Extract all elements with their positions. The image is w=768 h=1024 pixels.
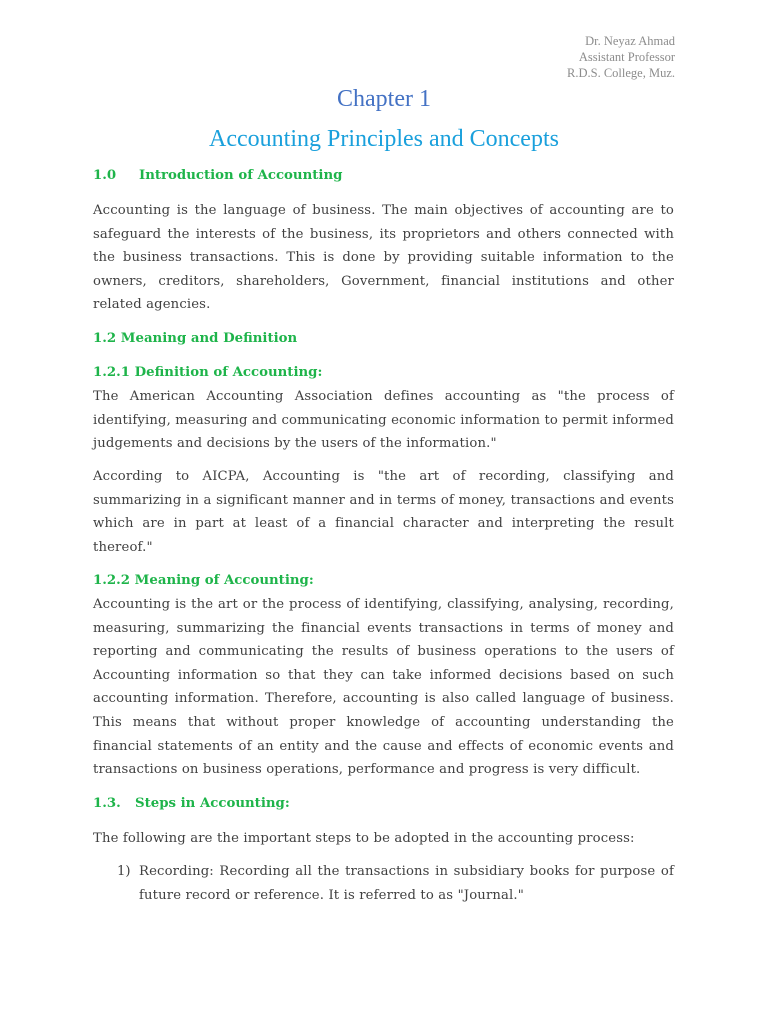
author-block xyxy=(567,33,675,81)
chapter-heading: Chapter 1 xyxy=(337,86,431,112)
author-name: Dr. Neyaz Ahmad xyxy=(585,34,675,48)
paragraph-steps-intro: The following are the important steps to be adopted in the accounting process: xyxy=(93,831,635,846)
section-heading-steps xyxy=(93,795,290,813)
author-college: R.D.S. College, Muz. xyxy=(567,66,675,80)
section-heading-intro xyxy=(93,167,342,185)
list-item-text: Recording: Recording all the transactions in subsidiary books for purpose of future record or reference. It is referred to as "Journal." xyxy=(139,864,674,903)
section-title: Introduction of Accounting xyxy=(139,168,343,183)
section-heading-meaning-definition: 1.2 Meaning and Definition xyxy=(93,331,298,346)
section-title: Steps in Accounting: xyxy=(135,796,290,811)
list-marker: 1) xyxy=(117,864,131,879)
chapter-title: Accounting Principles and Concepts xyxy=(209,126,559,152)
section-number: 1.3. xyxy=(93,796,121,811)
section-number: 1.0 xyxy=(93,168,117,183)
paragraph-definition-aaa: The American Accounting Association defines accounting as "the process of identifying, measuring and communicating economic information to permit informed judgements and decisions by the users of the information." xyxy=(93,389,674,452)
author-position: Assistant Professor xyxy=(578,50,675,64)
paragraph-meaning: Accounting is the art or the process of identifying, classifying, analysing, recording, measuring, summarizing the financial events transactions in terms of money and reporting and communicating the results of business operations to the users of Accounting information so that they can take informed decisions based on such accounting information. Therefore, accounting is also called language of business. This means that without proper knowledge of accounting understanding the financial statements of an entity and the cause and effects of economic events and transactions on business operations, performance and progress is very difficult. xyxy=(93,597,674,778)
subsection-heading-meaning: 1.2.2 Meaning of Accounting: xyxy=(93,573,314,588)
paragraph-intro: Accounting is the language of business. The main objectives of accounting are to safeguard the interests of the business, its proprietors and others connected with the business transactions. This is done by providing suitable information to the owners, creditors, shareholders, Government, financial institutions and other related agencies. xyxy=(93,203,674,313)
list-item xyxy=(117,860,674,907)
paragraph-definition-aicpa: According to AICPA, Accounting is "the art of recording, classifying and summarizing in a significant manner and in terms of money, transactions and events which are in part at least of a financial character and interpreting the result thereof." xyxy=(93,469,674,555)
subsection-heading-definition: 1.2.1 Definition of Accounting: xyxy=(93,365,323,380)
